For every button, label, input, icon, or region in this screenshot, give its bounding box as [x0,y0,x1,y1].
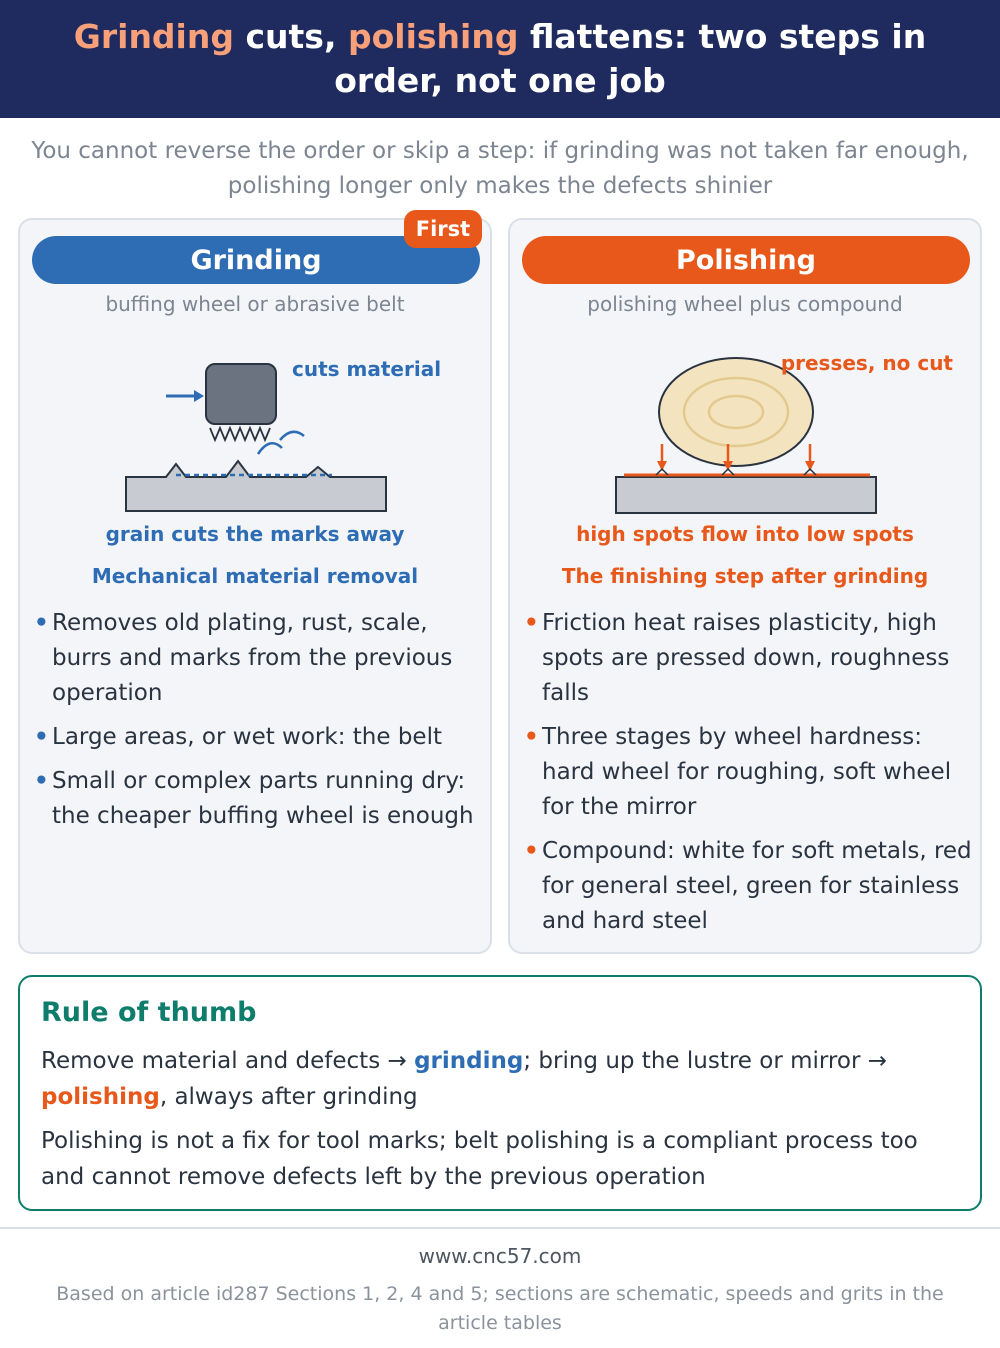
grinding-tool-block [206,364,276,424]
polishing-bullets [524,606,972,948]
bullet-dot-icon: • [524,838,539,864]
feed-arrowhead [194,390,204,402]
list-item: • Small or complex parts running dry: the cheaper buffing wheel is enough [34,764,482,834]
polishing-caption: high spots flow into low spots [576,522,914,546]
header [0,0,1000,118]
polishing-panel [508,218,982,954]
subtitle: You cannot reverse the order or skip a step: if grinding was not taken far enough, polishing longer only makes the defects shinier [31,138,969,199]
page-title: Grinding cuts, polishing flattens: two steps in order, not one job [73,17,927,100]
rule-line-2: Polishing is not a fix for tool marks; belt polishing is a compliant process too and cannot remove defects left by the previous operation [41,1128,918,1190]
bullet-dot-icon: • [524,610,539,636]
polishing-title: Polishing [522,236,970,284]
cuts-material-label: cuts material [292,357,442,381]
list-item: • Three stages by wheel hardness: hard wheel for roughing, soft wheel for the mirror [524,720,972,825]
source-note: Based on article id287 Sections 1, 2, 4 and 5; sections are schematic, speeds and grits in the article tables [56,1283,944,1334]
list-item: • Friction heat raises plasticity, high spots are pressed down, roughness falls [524,606,972,711]
first-badge: First [404,210,482,248]
polishing-summary: The finishing step after grinding [561,564,929,588]
rule-title: Rule of thumb [41,997,257,1028]
polishing-tool: polishing wheel plus compound [587,292,903,316]
grinding-tool: buffing wheel or abrasive belt [105,292,405,316]
rule-of-thumb-box [18,975,982,1211]
workpiece [126,461,386,511]
grinding-title: Grinding [32,236,480,284]
footer-divider [0,1227,1000,1229]
bullet-dot-icon: • [34,610,49,636]
bullet-dot-icon: • [34,724,49,750]
polishing-diagram [510,340,980,540]
workpiece [616,477,876,513]
list-item: • Compound: white for soft metals, red for general steel, green for stainless and hard steel [524,834,972,939]
list-item: • Removes old plating, rust, scale, burrs and marks from the previous operation [34,606,482,711]
presses-no-cut-label: presses, no cut [780,351,953,375]
bullet-dot-icon: • [34,768,49,794]
list-item: • Large areas, or wet work: the belt [34,720,482,755]
grain-teeth [210,428,270,440]
bullet-dot-icon: • [524,724,539,750]
chip-1 [258,443,282,454]
grinding-caption: grain cuts the marks away [105,522,405,546]
grinding-diagram [20,340,490,540]
chip-2 [280,432,304,440]
site-url: www.cnc57.com [418,1244,582,1268]
rule-line-1: Remove material and defects → grinding; bring up the lustre or mirror → polishing, always after grinding [41,1048,887,1110]
grinding-panel [18,218,492,954]
grinding-bullets [34,606,482,843]
grinding-summary: Mechanical material removal [91,564,419,588]
